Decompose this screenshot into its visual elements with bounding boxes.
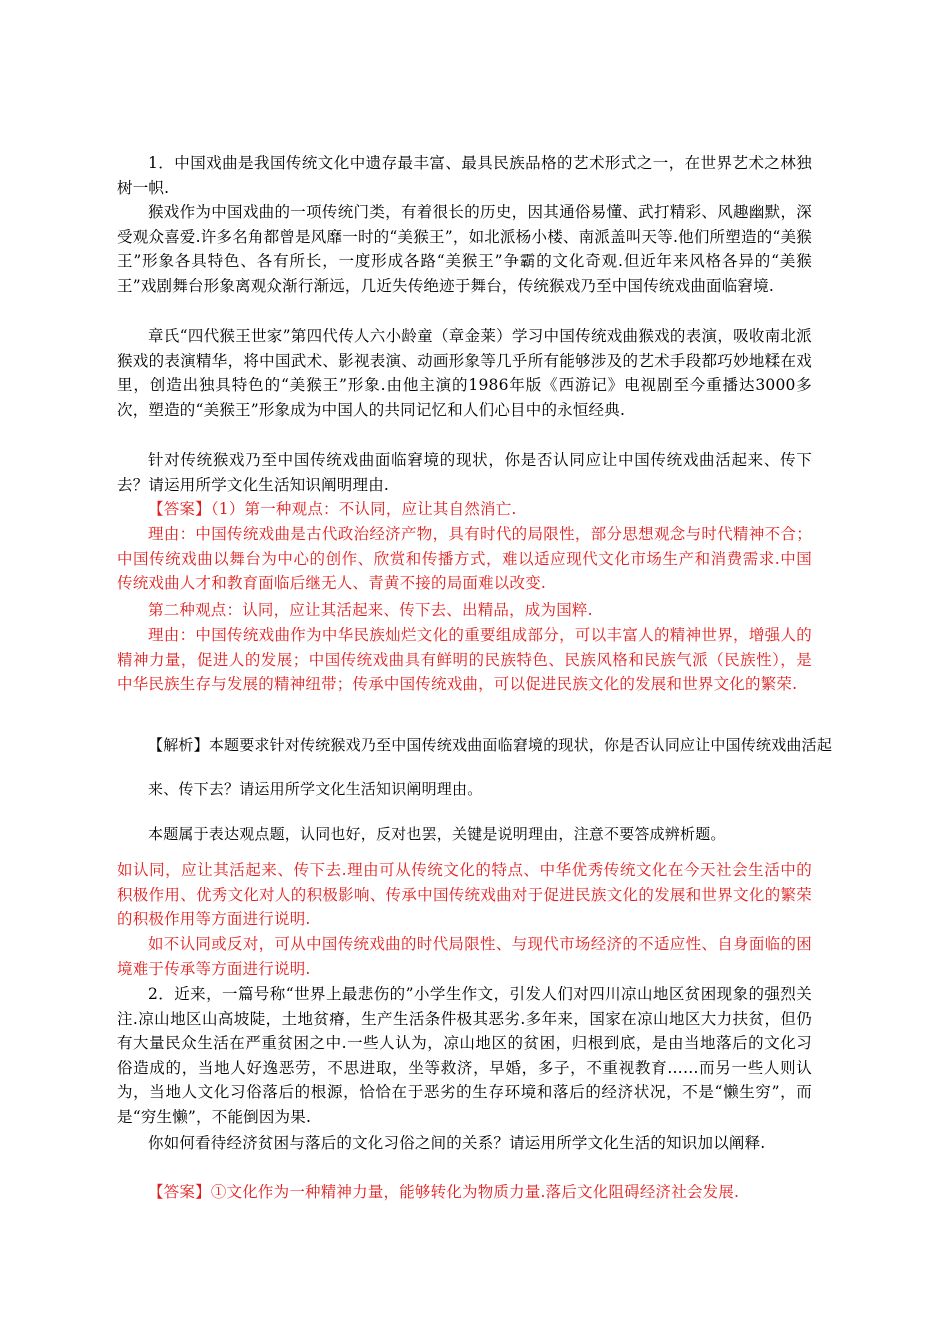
q1-intro: 1．中国戏曲是我国传统文化中遗存最丰富、最具民族品格的艺术形式之一，在世界艺术之林独树一帜. (117, 154, 812, 197)
answer-1-text: ①文化作为一种精神力量，能够转化为物质力量.落后文化阻碍经济社会发展. (210, 1183, 740, 1201)
q1-question: 针对传统猴戏乃至中国传统戏曲面临窘境的现状，你是否认同应让中国传统戏曲活起来、传下去？请运用所学文化生活知识阐明理由. (117, 451, 812, 494)
q2-intro: 2．近来，一篇号称“世界上最悲伤的”小学生作文，引发人们对四川凉山地区贫困现象的强烈关注.凉山地区山高坡陡，土地贫瘠，生产生活条件极其恶劣.多年来，国家在凉山地区大力扶贫，但仍有大量民众生活在严重贫困之中.一些人认为，凉山地区的贫困，归根到底，是由当地落后的文化习俗造成的，当地人好逸恶劳，不思进取，坐等救济，早婚，多子，不重视教育……而另一些人则认为，当地人文化习俗落后的根源，恰恰在于恶劣的生存环境和落后的经济状况，不是“懒生穷”，而是“穷生懒”，不能倒因为果. (117, 985, 812, 1126)
q1-analysis-agree: 如认同，应让其活起来、传下去.理由可从传统文化的特点、中华优秀传统文化在今天社会生活中的积极作用、优秀文化对人的积极影响、传承中国传统戏曲对于促进民族文化的发展和世界文化的繁荣的积极作用等方面进行说明. (117, 861, 812, 928)
answer-tag: 【答案】 (148, 1183, 211, 1201)
q1-answer-view-2: 第二种观点：认同，应让其活起来、传下去、出精品，成为国粹. (148, 601, 593, 619)
q2-answer-1 (117, 1180, 812, 1205)
q1-analysis-line-3: 本题属于表达观点题，认同也好，反对也罢，关键是说明理由，注意不要答成辨析题。 (148, 825, 726, 843)
q1-analysis-line-2: 来、传下去？请运用所学文化生活知识阐明理由。 (148, 780, 483, 798)
answer-tag: 【答案】 (148, 500, 211, 518)
q1-paragraph-monkey-opera: 猴戏作为中国戏曲的一项传统门类，有着很长的历史，因其通俗易懂、武打精彩、风趣幽默，深受观众喜爱.许多名角都曾是风靡一时的“美猴王”，如北派杨小楼、南派盖叫天等.他们所塑造的“美猴王”形象各具特色、各有所长，一度形成各路“美猴王”争霸的文化奇观.但近年来风格各异的“美猴王”戏剧舞台形象离观众渐行渐远，几近失传绝迹于舞台，传统猴戏乃至中国传统戏曲面临窘境. (117, 203, 812, 295)
q2-question: 你如何看待经济贫困与落后的文化习俗之间的关系？请运用所学文化生活的知识加以阐释. (148, 1134, 766, 1152)
q1-answer-view-1 (117, 497, 812, 522)
q1-analysis-disagree: 如不认同或反对，可从中国传统戏曲的时代局限性、与现代市场经济的不适应性、自身面临的困境难于传承等方面进行说明. (117, 935, 812, 978)
q1-reason-1: 理由：中国传统戏曲是古代政治经济产物，具有时代的局限性，部分思想观念与时代精神不合；中国传统戏曲以舞台为中心的创作、欣赏和传播方式，难以适应现代文化市场生产和消费需求.中国传统戏曲人才和教育面临后继无人、青黄不接的局面难以改变. (117, 525, 812, 592)
q1-reason-2: 理由：中国传统戏曲作为中华民族灿烂文化的重要组成部分，可以丰富人的精神世界，增强人的精神力量，促进人的发展；中国传统戏曲具有鲜明的民族特色、民族风格和民族气派（民族性），是中华民族生存与发展的精神纽带；传承中国传统戏曲，可以促进民族文化的发展和世界文化的繁荣. (117, 626, 812, 693)
answer-view-1-text: （1）第一种观点：不认同，应让其自然消亡. (210, 500, 517, 518)
analysis-tag: 【解析】 (148, 736, 209, 754)
q1-analysis-line-1 (117, 733, 857, 758)
analysis-line-1-text: 本题要求针对传统猴戏乃至中国传统戏曲面临窘境的现状，你是否认同应让中国传统戏曲活起 (208, 736, 833, 754)
q1-paragraph-zhang-family: 章氏“四代猴王世家”第四代传人六小龄童（章金莱）学习中国传统戏曲猴戏的表演，吸收南北派猴戏的表演精华，将中国武术、影视表演、动画形象等几乎所有能够涉及的艺术手段都巧妙地糅在戏里，创造出独具特色的“美猴王”形象.由他主演的1986年版《西游记》电视剧至今重播达3000多次，塑造的“美猴王”形象成为中国人的共同记忆和人们心目中的永恒经典. (117, 327, 812, 419)
